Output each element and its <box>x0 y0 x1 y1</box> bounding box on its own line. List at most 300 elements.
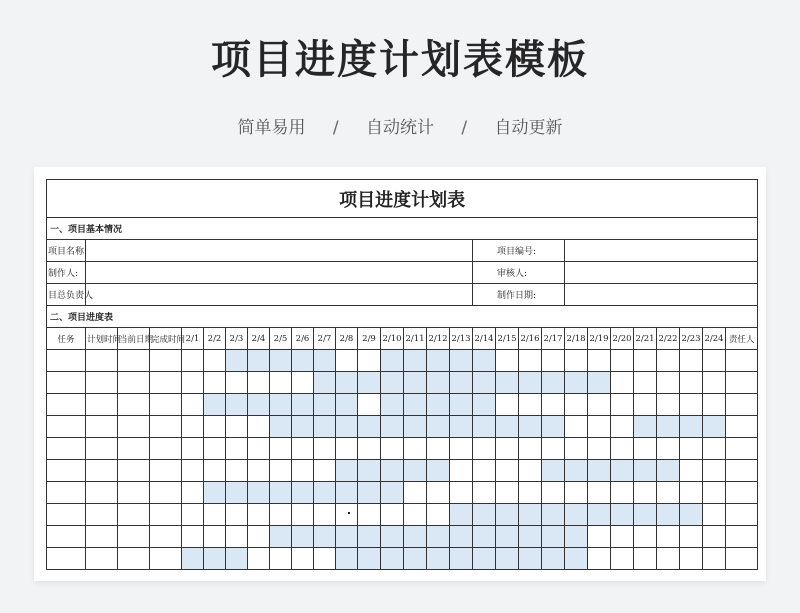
table-cell[interactable] <box>47 504 86 526</box>
gantt-cell-filled[interactable] <box>358 416 381 438</box>
table-cell[interactable] <box>150 394 182 416</box>
gantt-cell-filled[interactable] <box>427 416 450 438</box>
gantt-cell-filled[interactable] <box>450 416 473 438</box>
gantt-cell-filled[interactable] <box>542 504 565 526</box>
gantt-cell-filled[interactable] <box>565 504 588 526</box>
gantt-cell[interactable] <box>404 438 427 460</box>
gantt-cell[interactable] <box>473 438 496 460</box>
gantt-cell-filled[interactable] <box>565 526 588 548</box>
gantt-cell-filled[interactable] <box>404 394 427 416</box>
gantt-cell[interactable] <box>680 460 703 482</box>
gantt-cell-filled[interactable] <box>292 416 314 438</box>
gantt-cell-filled[interactable] <box>381 526 404 548</box>
gantt-cell-filled[interactable] <box>381 350 404 372</box>
gantt-cell[interactable] <box>270 504 292 526</box>
gantt-cell[interactable] <box>226 372 248 394</box>
table-cell[interactable] <box>118 416 150 438</box>
gantt-cell-filled[interactable] <box>473 504 496 526</box>
gantt-cell[interactable] <box>496 350 519 372</box>
gantt-cell[interactable] <box>226 438 248 460</box>
gantt-cell[interactable] <box>542 438 565 460</box>
gantt-cell-filled[interactable] <box>473 394 496 416</box>
gantt-cell[interactable] <box>588 526 611 548</box>
gantt-cell-filled[interactable] <box>680 416 703 438</box>
gantt-cell-filled[interactable] <box>565 372 588 394</box>
gantt-cell[interactable] <box>519 482 542 504</box>
gantt-cell[interactable] <box>496 438 519 460</box>
gantt-cell[interactable] <box>680 394 703 416</box>
gantt-cell[interactable] <box>404 482 427 504</box>
gantt-cell[interactable] <box>248 438 270 460</box>
gantt-cell[interactable] <box>496 482 519 504</box>
gantt-cell[interactable] <box>314 438 336 460</box>
gantt-cell[interactable] <box>703 372 726 394</box>
table-cell[interactable] <box>726 504 758 526</box>
gantt-cell-filled[interactable] <box>292 526 314 548</box>
gantt-cell-filled[interactable] <box>450 504 473 526</box>
gantt-cell[interactable] <box>204 526 226 548</box>
table-cell[interactable] <box>86 504 118 526</box>
gantt-cell[interactable] <box>204 350 226 372</box>
gantt-cell-filled[interactable] <box>381 416 404 438</box>
gantt-cell[interactable] <box>314 504 336 526</box>
gantt-cell-filled[interactable] <box>473 548 496 570</box>
gantt-cell[interactable] <box>611 482 634 504</box>
gantt-cell[interactable] <box>314 460 336 482</box>
gantt-cell[interactable] <box>519 350 542 372</box>
table-cell[interactable] <box>47 526 86 548</box>
table-cell[interactable] <box>47 350 86 372</box>
gantt-cell[interactable] <box>292 372 314 394</box>
gantt-cell-filled[interactable] <box>358 526 381 548</box>
gantt-cell-filled[interactable] <box>427 394 450 416</box>
gantt-cell-filled[interactable] <box>542 548 565 570</box>
gantt-cell-filled[interactable] <box>542 460 565 482</box>
gantt-cell[interactable] <box>657 394 680 416</box>
gantt-cell[interactable] <box>611 350 634 372</box>
table-cell[interactable] <box>118 394 150 416</box>
gantt-cell[interactable] <box>182 350 204 372</box>
table-cell[interactable] <box>86 394 118 416</box>
gantt-cell[interactable] <box>204 416 226 438</box>
gantt-cell-filled[interactable] <box>248 350 270 372</box>
gantt-cell[interactable] <box>634 438 657 460</box>
gantt-cell-filled[interactable] <box>634 460 657 482</box>
gantt-cell[interactable] <box>204 438 226 460</box>
gantt-cell[interactable] <box>588 438 611 460</box>
gantt-cell[interactable] <box>588 416 611 438</box>
table-cell[interactable] <box>86 350 118 372</box>
gantt-cell-filled[interactable] <box>270 394 292 416</box>
gantt-cell[interactable] <box>611 372 634 394</box>
gantt-cell-filled[interactable] <box>226 350 248 372</box>
table-cell[interactable] <box>150 372 182 394</box>
gantt-cell-filled[interactable] <box>292 482 314 504</box>
gantt-cell-filled[interactable] <box>473 526 496 548</box>
gantt-cell-filled[interactable] <box>292 394 314 416</box>
gantt-cell-filled[interactable] <box>519 526 542 548</box>
gantt-cell[interactable] <box>542 482 565 504</box>
gantt-cell[interactable] <box>336 504 358 526</box>
gantt-cell-filled[interactable] <box>404 460 427 482</box>
gantt-cell-filled[interactable] <box>404 526 427 548</box>
gantt-cell[interactable] <box>358 394 381 416</box>
gantt-cell[interactable] <box>634 350 657 372</box>
gantt-cell[interactable] <box>542 394 565 416</box>
gantt-cell[interactable] <box>634 482 657 504</box>
gantt-cell-filled[interactable] <box>496 548 519 570</box>
gantt-cell[interactable] <box>226 504 248 526</box>
gantt-cell-filled[interactable] <box>427 548 450 570</box>
gantt-cell-filled[interactable] <box>450 526 473 548</box>
gantt-cell[interactable] <box>588 548 611 570</box>
gantt-cell[interactable] <box>358 504 381 526</box>
gantt-cell-filled[interactable] <box>336 416 358 438</box>
table-cell[interactable] <box>86 372 118 394</box>
gantt-cell[interactable] <box>611 526 634 548</box>
gantt-cell-filled[interactable] <box>427 526 450 548</box>
table-cell[interactable] <box>150 460 182 482</box>
gantt-cell-filled[interactable] <box>427 460 450 482</box>
section-basic-info: 一、项目基本情况 <box>47 218 758 240</box>
gantt-cell[interactable] <box>703 482 726 504</box>
gantt-cell[interactable] <box>634 372 657 394</box>
col-header-date: 2/11 <box>404 328 427 350</box>
gantt-cell-filled[interactable] <box>496 372 519 394</box>
gantt-cell-filled[interactable] <box>336 482 358 504</box>
gantt-cell[interactable] <box>611 438 634 460</box>
gantt-cell-filled[interactable] <box>542 372 565 394</box>
gantt-cell[interactable] <box>565 416 588 438</box>
gantt-cell[interactable] <box>248 460 270 482</box>
gantt-cell-filled[interactable] <box>404 416 427 438</box>
table-cell[interactable] <box>118 526 150 548</box>
gantt-cell[interactable] <box>657 350 680 372</box>
gantt-cell[interactable] <box>657 438 680 460</box>
table-cell[interactable] <box>150 482 182 504</box>
gantt-cell[interactable] <box>292 460 314 482</box>
table-row <box>47 548 758 570</box>
gantt-cell-filled[interactable] <box>182 548 204 570</box>
gantt-cell[interactable] <box>248 416 270 438</box>
gantt-cell[interactable] <box>634 526 657 548</box>
table-cell[interactable] <box>150 526 182 548</box>
gantt-cell-filled[interactable] <box>611 504 634 526</box>
gantt-cell[interactable] <box>336 438 358 460</box>
gantt-cell-filled[interactable] <box>404 372 427 394</box>
gantt-cell[interactable] <box>703 526 726 548</box>
gantt-cell[interactable] <box>496 394 519 416</box>
gantt-cell[interactable] <box>657 482 680 504</box>
table-cell[interactable] <box>118 482 150 504</box>
gantt-cell-filled[interactable] <box>542 416 565 438</box>
gantt-cell-filled[interactable] <box>519 504 542 526</box>
gantt-cell[interactable] <box>680 438 703 460</box>
table-cell[interactable] <box>47 394 86 416</box>
table-cell[interactable] <box>47 438 86 460</box>
gantt-cell[interactable] <box>588 350 611 372</box>
gantt-cell-filled[interactable] <box>292 350 314 372</box>
table-cell[interactable] <box>150 416 182 438</box>
gantt-cell-filled[interactable] <box>519 416 542 438</box>
gantt-cell[interactable] <box>450 438 473 460</box>
gantt-cell[interactable] <box>182 372 204 394</box>
gantt-cell-filled[interactable] <box>381 394 404 416</box>
gantt-cell[interactable] <box>565 482 588 504</box>
table-cell[interactable] <box>150 350 182 372</box>
table-cell[interactable] <box>118 438 150 460</box>
table-cell[interactable] <box>86 438 118 460</box>
gantt-cell-filled[interactable] <box>588 460 611 482</box>
gantt-cell[interactable] <box>588 394 611 416</box>
gantt-cell-filled[interactable] <box>336 460 358 482</box>
gantt-cell-filled[interactable] <box>314 372 336 394</box>
gantt-cell-filled[interactable] <box>496 526 519 548</box>
gantt-cell[interactable] <box>519 394 542 416</box>
gantt-cell[interactable] <box>542 350 565 372</box>
gantt-cell[interactable] <box>588 482 611 504</box>
gantt-cell[interactable] <box>204 460 226 482</box>
table-cell[interactable] <box>118 460 150 482</box>
gantt-cell[interactable] <box>248 372 270 394</box>
gantt-cell[interactable] <box>657 548 680 570</box>
gantt-cell[interactable] <box>204 372 226 394</box>
gantt-cell[interactable] <box>473 482 496 504</box>
gantt-cell-filled[interactable] <box>657 504 680 526</box>
gantt-cell-filled[interactable] <box>336 372 358 394</box>
gantt-cell[interactable] <box>611 416 634 438</box>
table-cell[interactable] <box>86 416 118 438</box>
gantt-cell-filled[interactable] <box>611 460 634 482</box>
gantt-cell-filled[interactable] <box>450 548 473 570</box>
gantt-cell[interactable] <box>703 438 726 460</box>
gantt-cell-filled[interactable] <box>427 350 450 372</box>
gantt-cell-filled[interactable] <box>519 372 542 394</box>
gantt-cell-filled[interactable] <box>204 548 226 570</box>
maker-value[interactable] <box>86 262 473 284</box>
gantt-cell[interactable] <box>473 460 496 482</box>
gantt-cell[interactable] <box>292 504 314 526</box>
gantt-cell[interactable] <box>226 526 248 548</box>
gantt-cell[interactable] <box>358 438 381 460</box>
gantt-cell-filled[interactable] <box>314 482 336 504</box>
gantt-cell[interactable] <box>450 482 473 504</box>
gantt-cell[interactable] <box>270 438 292 460</box>
table-cell[interactable] <box>118 504 150 526</box>
gantt-cell[interactable] <box>427 438 450 460</box>
table-cell[interactable] <box>150 548 182 570</box>
gantt-cell[interactable] <box>226 416 248 438</box>
gantt-cell-filled[interactable] <box>450 372 473 394</box>
table-cell[interactable] <box>726 394 758 416</box>
gantt-cell-filled[interactable] <box>473 416 496 438</box>
gantt-cell[interactable] <box>381 438 404 460</box>
gantt-cell-filled[interactable] <box>270 350 292 372</box>
gantt-cell[interactable] <box>182 438 204 460</box>
gantt-cell-filled[interactable] <box>381 548 404 570</box>
owner-value[interactable] <box>86 284 473 306</box>
gantt-cell[interactable] <box>680 372 703 394</box>
table-cell[interactable] <box>150 504 182 526</box>
gantt-cell[interactable] <box>611 548 634 570</box>
project-name-value[interactable] <box>86 240 473 262</box>
gantt-cell[interactable] <box>634 548 657 570</box>
gantt-cell[interactable] <box>248 504 270 526</box>
project-no-value[interactable] <box>565 240 758 262</box>
reviewer-value[interactable] <box>565 262 758 284</box>
gantt-cell-filled[interactable] <box>657 416 680 438</box>
gantt-cell-filled[interactable] <box>381 482 404 504</box>
gantt-cell[interactable] <box>427 482 450 504</box>
gantt-cell[interactable] <box>680 350 703 372</box>
gantt-cell[interactable] <box>204 504 226 526</box>
gantt-cell[interactable] <box>703 460 726 482</box>
gantt-cell-filled[interactable] <box>404 548 427 570</box>
gantt-cell-filled[interactable] <box>270 526 292 548</box>
gantt-cell-filled[interactable] <box>248 394 270 416</box>
table-cell[interactable] <box>86 548 118 570</box>
gantt-cell[interactable] <box>519 438 542 460</box>
gantt-cell-filled[interactable] <box>358 548 381 570</box>
gantt-cell[interactable] <box>565 438 588 460</box>
table-cell[interactable] <box>118 372 150 394</box>
gantt-cell-filled[interactable] <box>226 394 248 416</box>
gantt-cell-filled[interactable] <box>336 526 358 548</box>
table-cell[interactable] <box>726 372 758 394</box>
gantt-cell[interactable] <box>680 526 703 548</box>
gantt-cell[interactable] <box>248 526 270 548</box>
table-cell[interactable] <box>118 548 150 570</box>
gantt-cell-filled[interactable] <box>248 482 270 504</box>
gantt-cell[interactable] <box>182 504 204 526</box>
gantt-cell-filled[interactable] <box>588 504 611 526</box>
gantt-cell-filled[interactable] <box>657 460 680 482</box>
gantt-cell-filled[interactable] <box>204 394 226 416</box>
table-cell[interactable] <box>47 460 86 482</box>
gantt-cell-filled[interactable] <box>226 548 248 570</box>
gantt-cell-filled[interactable] <box>588 372 611 394</box>
gantt-cell[interactable] <box>703 350 726 372</box>
gantt-cell-filled[interactable] <box>634 504 657 526</box>
gantt-cell[interactable] <box>657 526 680 548</box>
table-cell[interactable] <box>86 460 118 482</box>
gantt-cell[interactable] <box>519 460 542 482</box>
table-cell[interactable] <box>47 416 86 438</box>
gantt-cell-filled[interactable] <box>450 394 473 416</box>
gantt-cell-filled[interactable] <box>314 350 336 372</box>
gantt-cell-filled[interactable] <box>314 394 336 416</box>
table-cell[interactable] <box>726 438 758 460</box>
gantt-cell-filled[interactable] <box>542 526 565 548</box>
gantt-cell[interactable] <box>182 482 204 504</box>
gantt-cell-filled[interactable] <box>404 350 427 372</box>
gantt-cell-filled[interactable] <box>358 482 381 504</box>
table-cell[interactable] <box>47 372 86 394</box>
table-cell[interactable] <box>47 482 86 504</box>
gantt-cell[interactable] <box>404 504 427 526</box>
gantt-cell-filled[interactable] <box>519 548 542 570</box>
table-cell[interactable] <box>726 526 758 548</box>
gantt-cell-filled[interactable] <box>565 548 588 570</box>
table-cell[interactable] <box>726 350 758 372</box>
gantt-cell[interactable] <box>226 460 248 482</box>
gantt-cell-filled[interactable] <box>680 504 703 526</box>
gantt-cell[interactable] <box>182 394 204 416</box>
gantt-cell-filled[interactable] <box>314 526 336 548</box>
gantt-cell-filled[interactable] <box>381 460 404 482</box>
gantt-cell[interactable] <box>703 548 726 570</box>
gantt-cell-filled[interactable] <box>336 548 358 570</box>
gantt-cell[interactable] <box>381 504 404 526</box>
gantt-cell[interactable] <box>314 548 336 570</box>
gantt-cell[interactable] <box>270 460 292 482</box>
table-cell[interactable] <box>47 548 86 570</box>
gantt-cell[interactable] <box>680 548 703 570</box>
gantt-cell-filled[interactable] <box>358 460 381 482</box>
table-cell[interactable] <box>118 350 150 372</box>
col-header-date: 2/4 <box>248 328 270 350</box>
gantt-cell[interactable] <box>496 460 519 482</box>
gantt-cell[interactable] <box>450 460 473 482</box>
gantt-cell[interactable] <box>358 350 381 372</box>
gantt-cell[interactable] <box>248 548 270 570</box>
gantt-cell[interactable] <box>634 394 657 416</box>
gantt-cell[interactable] <box>680 482 703 504</box>
gantt-cell[interactable] <box>182 526 204 548</box>
table-cell[interactable] <box>86 482 118 504</box>
gantt-cell[interactable] <box>270 372 292 394</box>
gantt-cell-filled[interactable] <box>381 372 404 394</box>
gantt-cell-filled[interactable] <box>358 372 381 394</box>
gantt-cell[interactable] <box>182 460 204 482</box>
gantt-cell[interactable] <box>182 416 204 438</box>
gantt-cell[interactable] <box>336 350 358 372</box>
table-cell[interactable] <box>726 460 758 482</box>
gantt-cell-filled[interactable] <box>270 416 292 438</box>
gantt-cell-filled[interactable] <box>634 416 657 438</box>
table-cell[interactable] <box>726 416 758 438</box>
gantt-cell[interactable] <box>427 504 450 526</box>
gantt-cell[interactable] <box>565 394 588 416</box>
gantt-cell[interactable] <box>565 350 588 372</box>
gantt-cell[interactable] <box>611 394 634 416</box>
gantt-cell[interactable] <box>657 372 680 394</box>
gantt-cell-filled[interactable] <box>204 482 226 504</box>
gantt-cell-filled[interactable] <box>450 350 473 372</box>
table-cell[interactable] <box>726 482 758 504</box>
gantt-cell-filled[interactable] <box>703 416 726 438</box>
gantt-cell-filled[interactable] <box>565 460 588 482</box>
gantt-cell-filled[interactable] <box>473 350 496 372</box>
gantt-cell[interactable] <box>270 548 292 570</box>
gantt-cell-filled[interactable] <box>496 416 519 438</box>
gantt-cell-filled[interactable] <box>270 482 292 504</box>
table-cell[interactable] <box>150 438 182 460</box>
gantt-cell-filled[interactable] <box>496 504 519 526</box>
gantt-cell-filled[interactable] <box>336 394 358 416</box>
gantt-cell-filled[interactable] <box>427 372 450 394</box>
gantt-cell-filled[interactable] <box>226 482 248 504</box>
gantt-cell[interactable] <box>292 438 314 460</box>
gantt-cell-filled[interactable] <box>473 372 496 394</box>
gantt-cell[interactable] <box>703 394 726 416</box>
gantt-cell[interactable] <box>703 504 726 526</box>
gantt-cell-filled[interactable] <box>314 416 336 438</box>
table-cell[interactable] <box>86 526 118 548</box>
table-cell[interactable] <box>726 548 758 570</box>
gantt-cell[interactable] <box>292 548 314 570</box>
date-value[interactable] <box>565 284 758 306</box>
